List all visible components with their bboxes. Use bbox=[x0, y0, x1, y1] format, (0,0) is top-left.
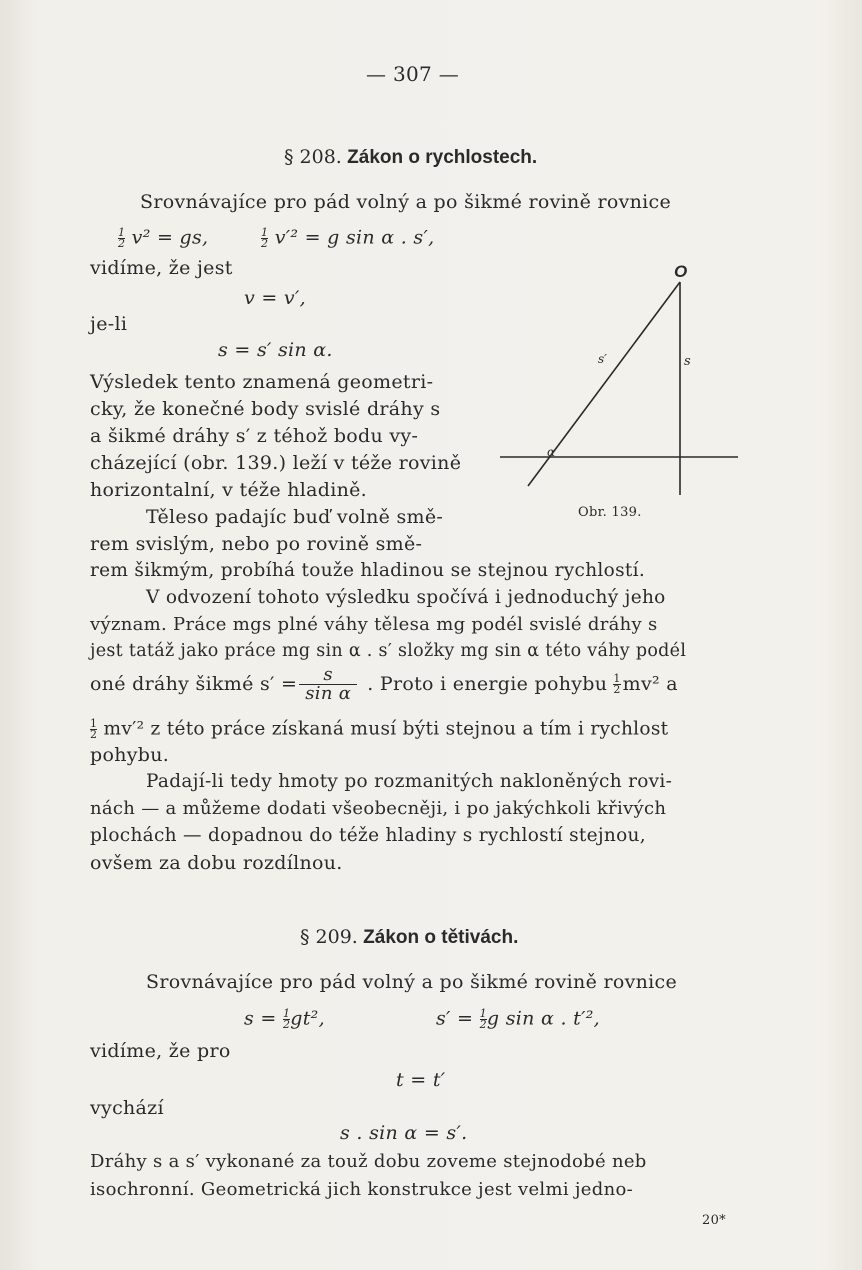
s208-p1-l8: rem šikmým, probíhá touže hladinou se stejnou rychlostí. bbox=[90, 560, 646, 581]
s208-p1-l3: a šikmé dráhy s′ z téhož bodu vy- bbox=[90, 425, 419, 447]
s209-line2: vidíme, že pro bbox=[90, 1040, 231, 1062]
s209-eq3: s . sin α = s′. bbox=[340, 1122, 468, 1144]
section-209-title: Zákon o tětivách. bbox=[363, 927, 519, 948]
s208-p1-l10: význam. Práce mgs plné váhy tělesa mg podél svislé dráhy s bbox=[90, 614, 658, 635]
figure-label-o: O bbox=[674, 262, 688, 281]
s208-fraction-line: oné dráhy šikmé s′ = $\frac{s}{\text{sin α}}$ . Proto i energie pohybu 1 2 mv² a bbox=[90, 664, 678, 704]
signature-mark: 20* bbox=[702, 1213, 726, 1228]
s208-line1: Srovnávajíce pro pád volný a po šikmé rovině rovnice bbox=[140, 191, 672, 213]
section-209-number: § 209. bbox=[300, 926, 358, 948]
s209-line3: vychází bbox=[90, 1097, 164, 1119]
s208-p1-l5: horizontalní, v téže hladině. bbox=[90, 479, 368, 501]
s208-p2-l3: Padají-li tedy hmoty po rozmanitých nakloněných rovi- bbox=[146, 771, 673, 792]
s208-p1-l4: cházející (obr. 139.) leží v téže rovině bbox=[90, 452, 462, 474]
s208-p2-l2: pohybu. bbox=[90, 744, 170, 766]
s208-p1-l7: rem svislým, nebo po rovině smě- bbox=[90, 533, 423, 555]
figure-caption: Obr. 139. bbox=[578, 505, 642, 520]
s209-eq1b: s′ = $\frac{1}{2}$ g sin α . t′², bbox=[436, 1007, 600, 1031]
s208-p1-l11: jest tatáž jako práce mg sin α . s′ složky mg sin α této váhy podél bbox=[90, 641, 687, 661]
s208-p1-l9: V odvození tohoto výsledku spočívá i jednoduchý jeho bbox=[146, 587, 666, 608]
s208-p1-l6: Těleso padajíc buď volně smě- bbox=[146, 506, 444, 528]
s209-eq1a: s = $\frac{1}{2}$ gt², bbox=[244, 1007, 325, 1031]
section-208-number: § 208. bbox=[284, 146, 342, 168]
s208-p2-l6: ovšem za dobu rozdílnou. bbox=[90, 852, 343, 874]
s208-eq1: $\frac{1}{2}$ v² = gs, $\frac{1}{2}$ v′² = g sin α . s′, bbox=[118, 226, 435, 250]
s209-p1-l1: Dráhy s a s′ vykonané za touž dobu zoveme stejnodobé neb bbox=[90, 1151, 647, 1172]
figure-139 bbox=[490, 260, 752, 530]
s208-p2-l1: $\frac{1}{2}$ mv′² z této práce získaná musí býti stejnou a tím i rychlost bbox=[90, 717, 669, 741]
s208-p1-l1: Výsledek tento znamená geometri- bbox=[90, 371, 434, 393]
section-208-title: Zákon o rychlostech. bbox=[347, 147, 538, 168]
figure-label-s: s bbox=[684, 354, 691, 369]
page-number: — 307 — bbox=[366, 62, 459, 86]
section-208-heading bbox=[284, 146, 537, 169]
s208-eq3: s = s′ sin α. bbox=[218, 339, 333, 361]
figure-label-alpha: α bbox=[547, 445, 556, 459]
s209-eq2: t = t′ bbox=[396, 1069, 446, 1091]
s208-p2-l5: plochách — dopadnou do téže hladiny s rychlostí stejnou, bbox=[90, 825, 646, 846]
figure-label-s-prime: s′ bbox=[598, 352, 607, 366]
s208-p1-l2: cky, že konečné body svislé dráhy s bbox=[90, 398, 441, 420]
s-over-sin-alpha: $\frac{s}{\text{sin α}}$ bbox=[299, 666, 357, 703]
s209-p1-l2: isochronní. Geometrická jich konstrukce jest velmi jedno- bbox=[90, 1179, 633, 1200]
s208-line2: vidíme, že jest bbox=[90, 257, 233, 279]
s209-line1: Srovnávajíce pro pád volný a po šikmé rovině rovnice bbox=[146, 971, 678, 993]
s208-p2-l4: nách — a můžeme dodati všeobecněji, i po jakýchkoli křivých bbox=[90, 798, 667, 819]
s208-eq2: v = v′, bbox=[244, 287, 306, 309]
section-209-heading bbox=[300, 926, 518, 949]
s208-line3: je-li bbox=[90, 313, 128, 335]
